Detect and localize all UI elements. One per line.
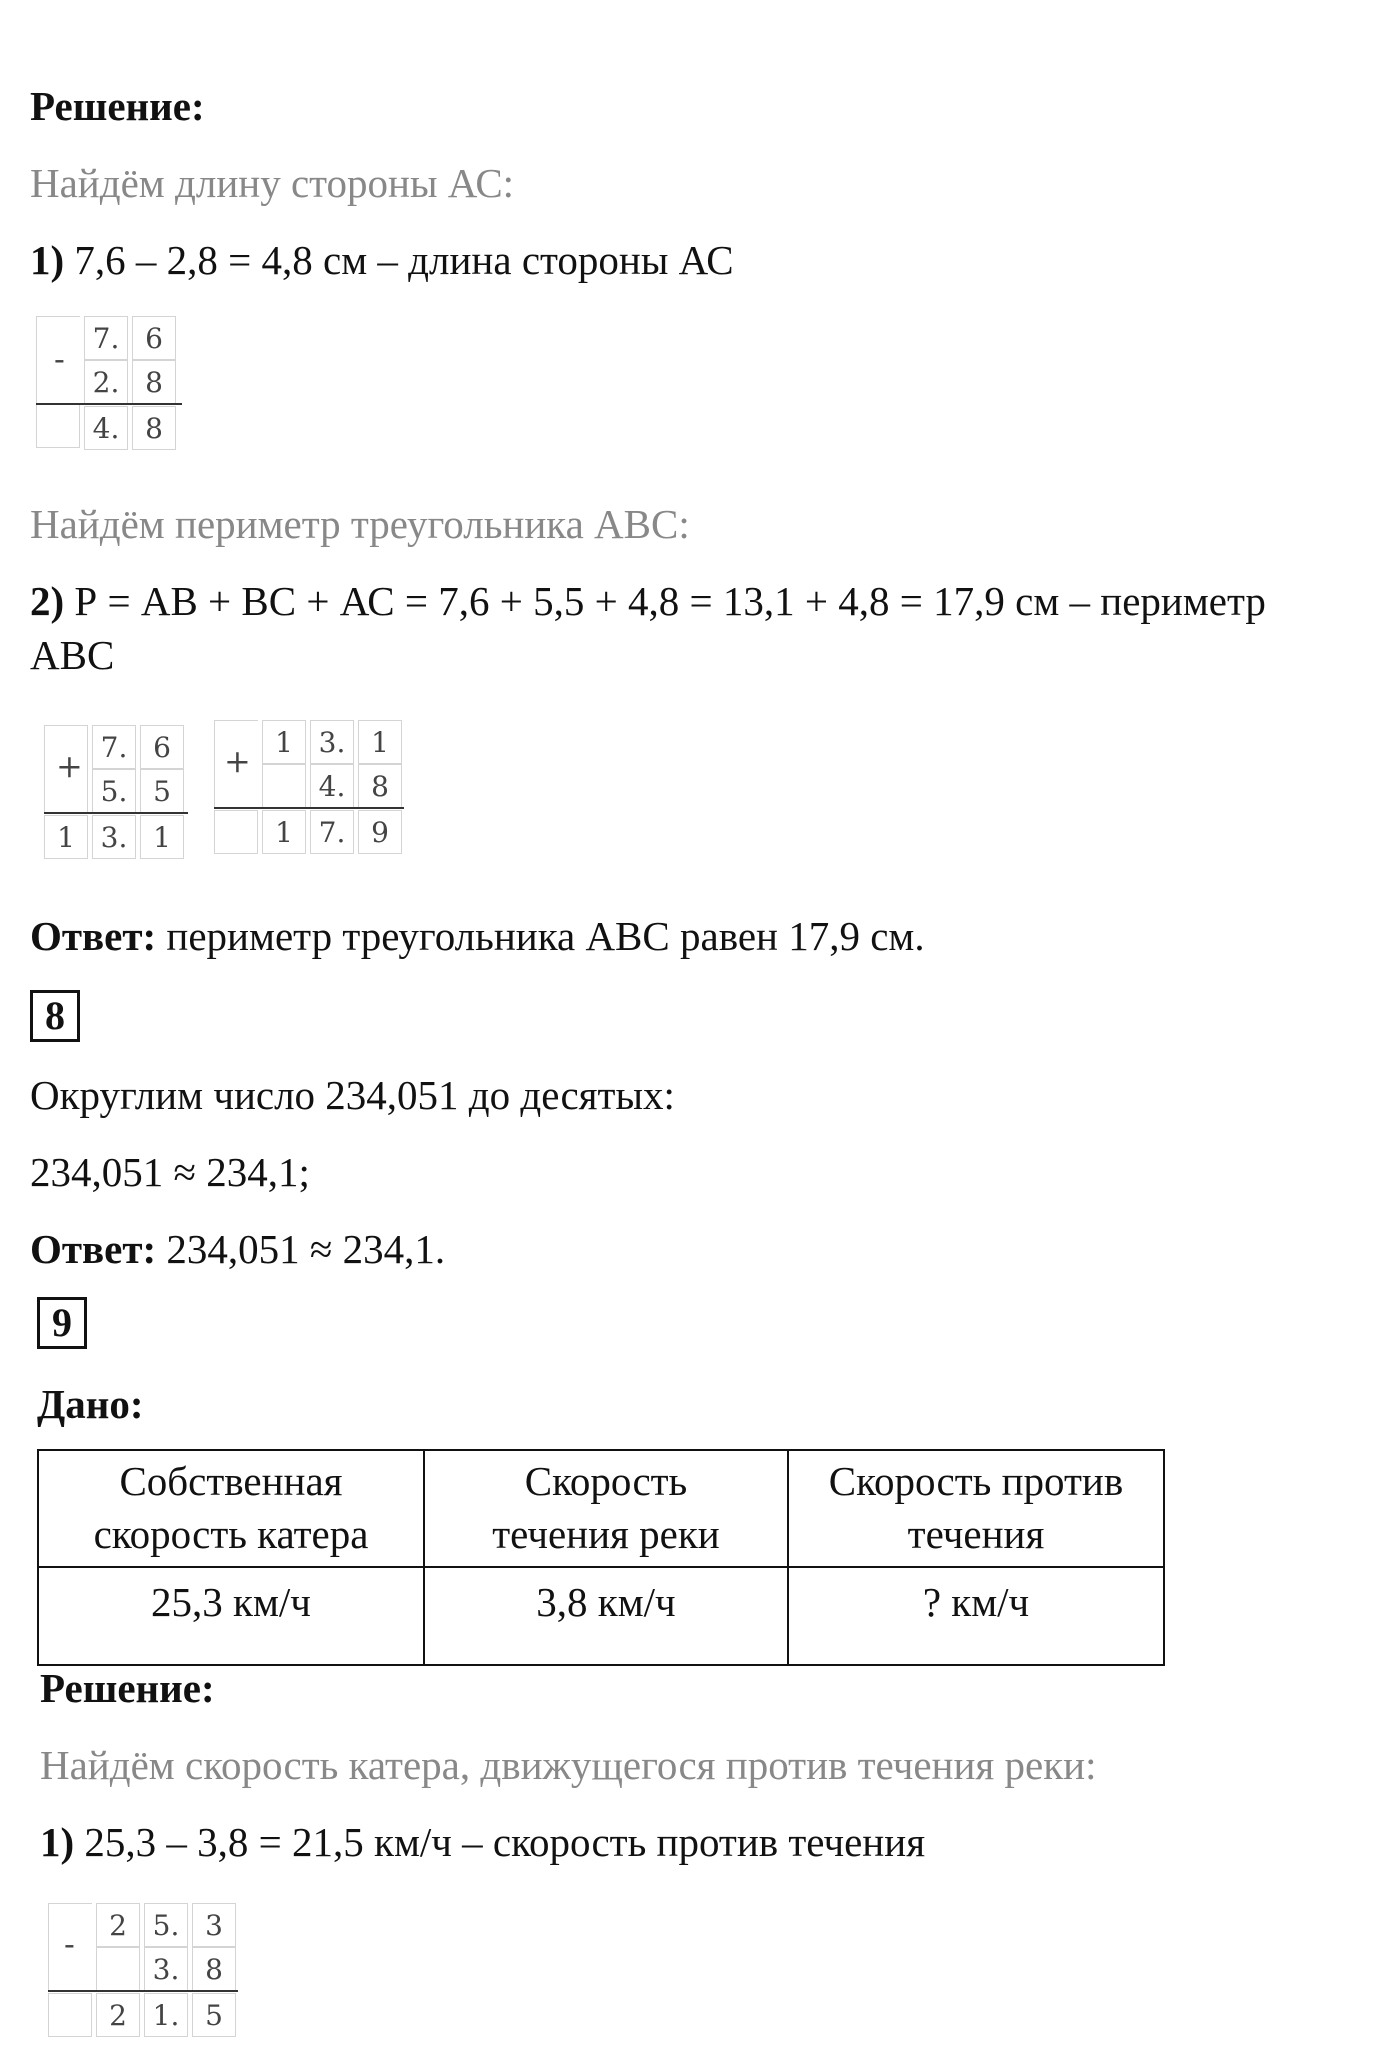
table-row [38, 1567, 1164, 1665]
grid-cell [48, 1993, 92, 2037]
digit-cell: 5 [192, 1993, 236, 2037]
digit-cell: 4. [310, 764, 354, 808]
solution-heading: Решение: [30, 83, 205, 129]
step-1-task-9 [40, 1819, 926, 1865]
digit-cell: 1 [262, 810, 306, 854]
table-header-row [38, 1450, 1164, 1567]
plus-sign: + [56, 747, 83, 785]
digit-cell: 2. [84, 360, 128, 404]
digit-cell: 2 [96, 1993, 140, 2037]
digit-cell: 1 [262, 720, 306, 764]
digit-cell: 1 [140, 815, 184, 859]
digit-cell: 9 [358, 810, 402, 854]
hint-find-perimeter: Найдём периметр треугольника АВС: [30, 501, 690, 547]
result-line [36, 403, 182, 405]
column-addition-2 [214, 720, 404, 864]
step-number: 1) [40, 1819, 75, 1865]
column-subtraction-ac [36, 316, 182, 460]
minus-sign: - [54, 340, 65, 378]
result-line [48, 1990, 238, 1992]
hint-find-upstream-speed: Найдём скорость катера, движущегося против течения реки: [40, 1742, 1097, 1788]
digit-cell: 6 [132, 316, 176, 360]
plus-sign: + [224, 742, 251, 780]
task-number-9: 9 [37, 1297, 87, 1349]
column-subtraction-speed [48, 1903, 238, 2044]
grid-cell [36, 404, 80, 448]
digit-cell: 5. [92, 769, 136, 813]
digit-cell: 8 [132, 360, 176, 404]
answer-label: Ответ: [30, 913, 157, 959]
header-own-speed: Собственная скорость катера [38, 1450, 424, 1567]
step-text: 7,6 – 2,8 = 4,8 см – длина стороны АС [64, 237, 734, 283]
value-current-speed: 3,8 км/ч [424, 1567, 788, 1665]
grid-cell [262, 764, 306, 808]
result-line [44, 812, 188, 814]
task-8-rounding: 234,051 ≈ 234,1; [30, 1149, 310, 1195]
answer-task-8 [30, 1226, 446, 1272]
digit-cell: 7. [92, 725, 136, 769]
answer-text: 234,051 ≈ 234,1. [156, 1226, 446, 1272]
digit-cell: 3. [144, 1947, 188, 1991]
digit-cell: 1 [358, 720, 402, 764]
result-line [214, 807, 404, 809]
digit-cell: 3 [192, 1903, 236, 1947]
digit-cell: 2 [96, 1903, 140, 1947]
step-text: Р = АВ + ВС + АС = 7,6 + 5,5 + 4,8 = 13,1 + 4,8 = 17,9 см – периметр [64, 578, 1266, 624]
step-2-continued: АВС [30, 632, 115, 678]
digit-cell: 1. [144, 1993, 188, 2037]
task-number-8: 8 [30, 990, 80, 1042]
digit-cell: 8 [192, 1947, 236, 1991]
value-own-speed: 25,3 км/ч [38, 1567, 424, 1665]
step-number: 1) [30, 237, 65, 283]
hint-find-ac: Найдём длину стороны АС: [30, 160, 515, 206]
digit-cell: 8 [358, 764, 402, 808]
step-number: 2) [30, 578, 65, 624]
grid-cell [96, 1947, 140, 1991]
task-8-text: Округлим число 234,051 до десятых: [30, 1072, 675, 1118]
step-text: 25,3 – 3,8 = 21,5 км/ч – скорость против течения [74, 1819, 926, 1865]
header-current-speed: Скорость течения реки [424, 1450, 788, 1567]
given-label: Дано: [37, 1381, 144, 1427]
value-upstream-speed: ? км/ч [788, 1567, 1164, 1665]
answer-label: Ответ: [30, 1226, 157, 1272]
step-2 [30, 578, 1266, 624]
digit-cell: 6 [140, 725, 184, 769]
grid-cell [214, 810, 258, 854]
digit-cell: 7. [310, 810, 354, 854]
answer-text: периметр треугольника АВС равен 17,9 см. [156, 913, 925, 959]
digit-cell: 5. [144, 1903, 188, 1947]
digit-cell: 3. [92, 815, 136, 859]
digit-cell: 8 [132, 406, 176, 450]
step-1 [30, 237, 734, 283]
solution-heading-9: Решение: [40, 1665, 215, 1711]
digit-cell: 5 [140, 769, 184, 813]
digit-cell: 1 [44, 815, 88, 859]
digit-cell: 3. [310, 720, 354, 764]
header-upstream-speed: Скорость против течения [788, 1450, 1164, 1567]
answer-task-7 [30, 913, 925, 959]
digit-cell: 4. [84, 406, 128, 450]
digit-cell: 7. [84, 316, 128, 360]
column-addition-1 [44, 725, 188, 865]
minus-sign: - [64, 1925, 75, 1963]
given-data-table [37, 1449, 1165, 1666]
